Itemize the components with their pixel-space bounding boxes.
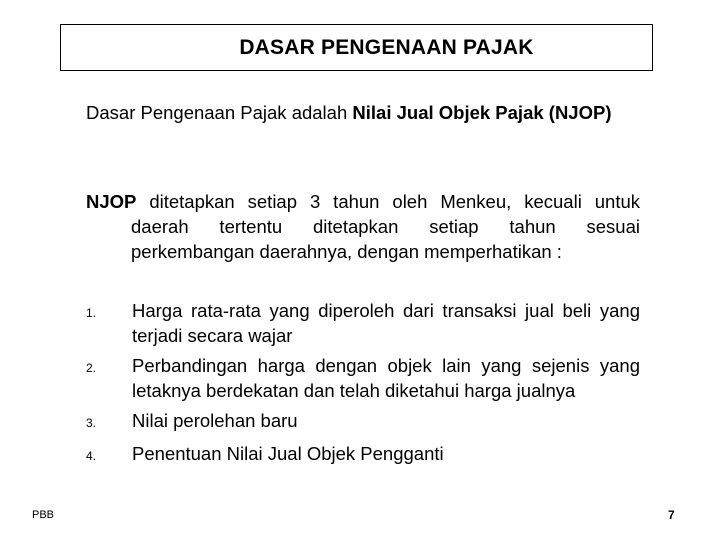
paragraph-1-bold: Nilai Jual Objek Pajak (NJOP) bbox=[352, 102, 612, 123]
list-item-number: 2. bbox=[86, 361, 97, 375]
paragraph-2-text: ditetapkan setiap 3 tahun oleh Menkeu, kecuali untuk daerah tertentu ditetapkan setiap tahun sesuai perkembangan daerahnya, dengan memperhatikan : bbox=[131, 191, 640, 262]
list-item bbox=[86, 441, 640, 469]
criteria-list bbox=[86, 298, 640, 474]
list-item-text: Penentuan Nilai Jual Objek Pengganti bbox=[132, 443, 444, 464]
list-item-text: Nilai perolehan baru bbox=[132, 410, 298, 431]
footer-label: PBB bbox=[32, 509, 55, 521]
paragraph-dasar-pengenaan bbox=[86, 100, 640, 125]
list-item-number: 4. bbox=[86, 449, 97, 463]
page-number: 7 bbox=[668, 508, 675, 522]
list-item-text: Perbandingan harga dengan objek lain yang sejenis yang letaknya berdekatan dan telah diketahui harga jualnya bbox=[132, 355, 640, 401]
title-box bbox=[60, 24, 653, 71]
list-item bbox=[86, 298, 640, 348]
paragraph-njop bbox=[86, 189, 640, 264]
list-item-number: 1. bbox=[86, 306, 97, 320]
paragraph-1-text: Dasar Pengenaan Pajak adalah bbox=[86, 102, 353, 123]
paragraph-2-bold: NJOP bbox=[86, 191, 137, 212]
list-item-text: Harga rata-rata yang diperoleh dari transaksi jual beli yang terjadi secara wajar bbox=[132, 300, 640, 346]
list-item bbox=[86, 408, 640, 436]
slide-title: DASAR PENGENAAN PAJAK bbox=[239, 35, 534, 59]
list-item-number: 3. bbox=[86, 416, 97, 430]
list-item bbox=[86, 353, 640, 403]
